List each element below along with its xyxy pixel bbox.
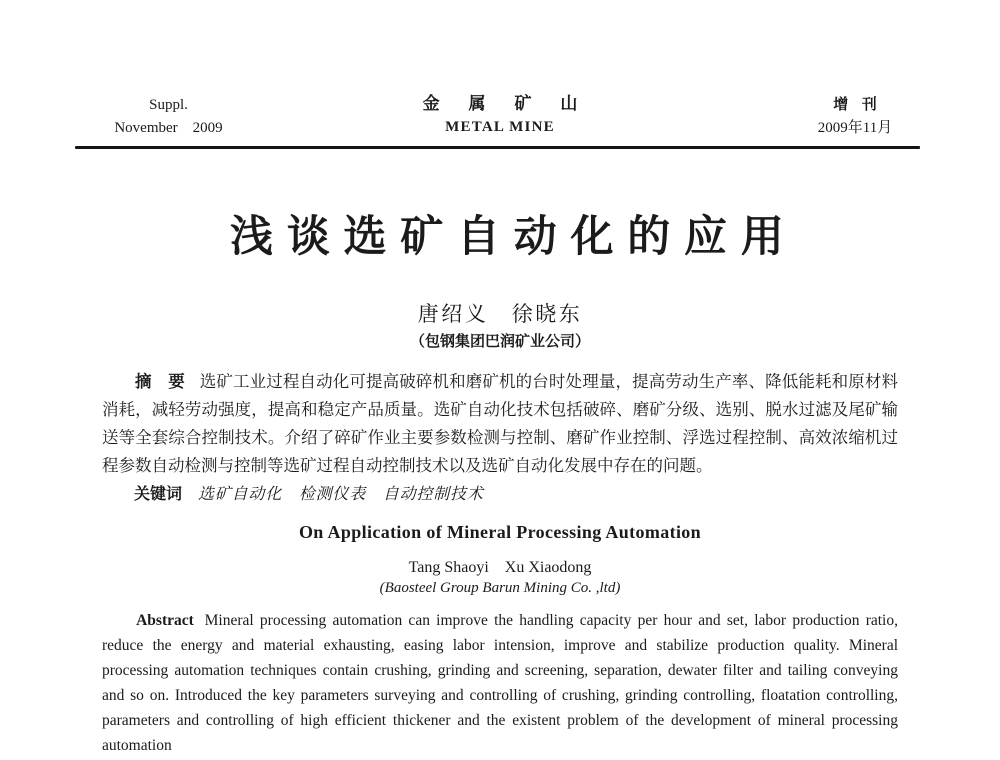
abstract-en <box>102 608 898 758</box>
abstract-en-label: Abstract <box>136 612 194 629</box>
header-rule <box>75 146 920 149</box>
abstract-en-text: Mineral processing automation can improve the handling capacity per hour and set, labor production ratio, reduce the energy and material exhausting, easing labor intension, improve and stabilize production quality. Mineral processing automation techniques contain crushing, grinding and screening, separation, dewater filter and tailing conveying and so on. Introduced the key parameters surveying and controlling of crushing, grinding controlling, floatation controlling, parameters and controlling of high efficient thickener and the existent problem of the development of mineral processing automation <box>102 612 898 754</box>
issue-info-right <box>790 94 920 140</box>
issue-date-en: November 2009 <box>114 120 223 136</box>
issue-supplement-cn: 增刊 <box>833 97 891 113</box>
affiliation-cn: （包钢集团巴润矿业公司） <box>409 334 590 350</box>
article-title-en: On Application of Mineral Processing Automation <box>298 522 702 542</box>
keywords-label: 关键词 <box>134 486 183 503</box>
abstract-cn-text: 选矿工业过程自动化可提高破碎机和磨矿机的台时处理量，提高劳动生产率、降低能耗和原材料消耗，减轻劳动强度，提高和稳定产品质量。选矿自动化技术包括破碎、磨矿分级、选别、脱水过滤及尾矿输送等全套综合控制技术。介绍了碎矿作业主要参数检测与控制、磨矿作业控制、浮选过程控制、高效浓缩机过程参数自动检测与控制等选矿过程自动控制技术以及选矿自动化发展中存在的问题。 <box>102 372 899 475</box>
journal-title-cn: 金属矿山 <box>422 94 607 113</box>
authors-cn: 唐绍义 徐晓东 <box>417 302 583 326</box>
journal-title-en: METAL MINE <box>445 119 555 135</box>
article-body <box>102 368 898 758</box>
abstract-cn-label: 摘 要 <box>135 372 185 391</box>
issue-date-cn: 2009年11月 <box>817 120 893 136</box>
affiliation-en: (Baosteel Group Barun Mining Co. ,ltd) <box>379 580 621 596</box>
issue-supplement-label: Suppl. <box>149 97 188 113</box>
keywords-line <box>102 482 898 508</box>
keywords-text: 选矿自动化 检测仪表 自动控制技术 <box>198 486 484 503</box>
authors-en: Tang Shaoyi Xu Xiaodong <box>408 559 592 576</box>
abstract-cn <box>102 368 898 480</box>
article-title-cn: 浅谈选矿自动化的应用 <box>229 212 798 262</box>
